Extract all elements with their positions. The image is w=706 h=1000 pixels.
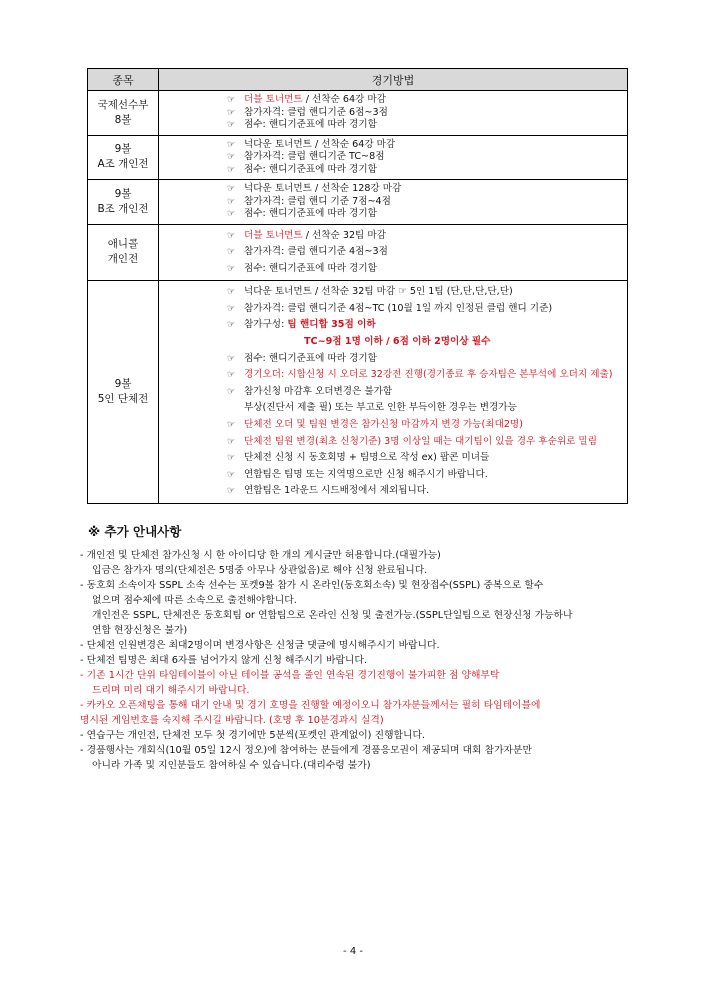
row-category xyxy=(88,135,159,180)
method-text: 단체전 팀원 변경(최초 신청기준) 3명 이상일 때는 대기팀이 있을 경우 후순위로 밀림 xyxy=(244,435,597,447)
method-text: 부상(진단서 제출 필) 또는 부고로 인한 부득이한 경우는 변경가능 xyxy=(244,402,517,414)
method-line xyxy=(159,467,627,484)
method-line xyxy=(159,261,627,278)
note-line: - 동호회 소속이자 SSPL 소속 선수는 포켓9볼 참가 시 온라인(동호회소속) 및 현장접수(SSPL) 중복으로 할수 xyxy=(80,580,544,591)
method-line xyxy=(159,400,627,417)
page-number: - 4 - xyxy=(343,946,363,957)
method-text: 참가자격: 클럽 핸디기준 4점~TC (10월 1일 까지 인정된 클럽 핸디 기준) xyxy=(244,302,553,314)
category-line: 9볼 xyxy=(114,143,132,156)
note-line: 입금은 참가자 명의(단체전은 5명중 아무나 상관없음)로 해야 신청 완료됩니다. xyxy=(92,565,428,576)
method-line xyxy=(159,367,627,384)
method-line xyxy=(159,317,627,334)
category-line: 9볼 xyxy=(114,187,132,200)
pointing-hand-icon: ☞ xyxy=(227,486,236,497)
pointing-hand-icon: ☞ xyxy=(227,164,236,175)
additional-notes xyxy=(80,522,640,773)
row-category xyxy=(88,224,159,281)
method-line xyxy=(159,183,627,196)
method-line xyxy=(159,450,627,467)
method-text: 넉다운 토너먼트 / 선착순 128강 마감 xyxy=(244,183,402,194)
pointing-hand-icon: ☞ xyxy=(227,139,236,150)
row-category xyxy=(88,281,159,504)
pointing-hand-icon: ☞ xyxy=(227,436,236,447)
pointing-hand-icon: ☞ xyxy=(227,209,236,219)
method-text: TC~9점 1명 이하 / 6점 이하 2명이상 필수 xyxy=(304,336,491,348)
method-line xyxy=(159,483,627,500)
method-line xyxy=(159,284,627,301)
method-line xyxy=(159,417,627,434)
pointing-hand-icon: ☞ xyxy=(227,469,236,480)
method-line xyxy=(159,228,627,245)
note-line: - 개인전 및 단체전 참가신청 시 한 아이디당 한 개의 게시글만 허용합니다.(대필가능) xyxy=(80,550,441,561)
method-text: 단체전 오더 및 팀원 변경은 참가신청 마감까지 변경 가능(최대2명) xyxy=(244,419,523,431)
note-line: 개인전은 SSPL, 단체전은 동호회팀 or 연합팀으로 온라인 신청 및 출전가능.(SSPL단일팀으로 현장신청 가능하나 xyxy=(92,610,573,621)
pointing-hand-icon: ☞ xyxy=(227,196,236,207)
method-text: 넉다운 토너먼트 / 선착순 32팀 마감 ☞ 5인 1팀 (단,단,단,단,단) xyxy=(244,286,513,298)
row-method xyxy=(159,224,628,281)
method-text: 참가구성: xyxy=(244,319,288,331)
method-text: 더블 토너먼트 xyxy=(244,229,303,241)
method-text: / 선착순 32팀 마감 xyxy=(302,229,386,241)
method-line xyxy=(159,164,627,177)
pointing-hand-icon: ☞ xyxy=(227,370,236,381)
method-text: 단체전 신청 시 동호회명 + 팀명으로 작성 ex) 팝콘 미녀들 xyxy=(244,452,490,464)
note-line: - 연습구는 개인전, 단체전 모두 첫 경기에만 5분씩(포켓인 관계없이) 진행합니다. xyxy=(80,730,426,741)
method-line xyxy=(159,119,627,132)
method-line xyxy=(159,196,627,209)
method-line xyxy=(159,208,627,221)
pointing-hand-icon: ☞ xyxy=(227,386,236,397)
method-text: 연합팀은 팀명 또는 지역명으로만 신청 해주시기 바랍니다. xyxy=(244,468,488,480)
notes-list xyxy=(80,548,640,773)
pointing-hand-icon: ☞ xyxy=(227,95,236,105)
method-line xyxy=(159,139,627,152)
note-line: 연합 현장신청은 불가) xyxy=(92,625,188,636)
method-text: 참가자격: 클럽 핸디기준 4점~3점 xyxy=(244,246,388,258)
pointing-hand-icon: ☞ xyxy=(227,287,236,298)
method-text: 더블 토너먼트 xyxy=(244,94,303,105)
pointing-hand-icon: ☞ xyxy=(227,247,236,258)
row-method xyxy=(159,91,628,136)
row-method xyxy=(159,135,628,180)
method-line xyxy=(159,351,627,368)
method-text: 참가자격: 클럽 핸디기준 6점~3점 xyxy=(244,106,388,118)
note-line: 아니라 가족 및 지인분들도 참여하실 수 있습니다.(대리수령 불가) xyxy=(92,760,371,771)
row-method xyxy=(159,281,628,504)
category-line: 9볼 xyxy=(114,378,132,391)
pointing-hand-icon: ☞ xyxy=(227,230,236,241)
note-line: - 카카오 오픈채팅을 통해 대기 안내 및 경기 호명을 진행할 예정이오니 참가자분들께서는 필히 타임테이블에 xyxy=(80,700,541,711)
method-text: 점수: 핸디기준표에 따라 경기함 xyxy=(244,208,377,219)
method-line xyxy=(159,94,627,107)
pointing-hand-icon: ☞ xyxy=(227,120,236,130)
note-line: - 기존 1시간 단위 타임테이블이 아닌 테이블 공석을 줄인 연속된 경기진행이 불가피한 점 양해부탁 xyxy=(80,670,500,681)
pointing-hand-icon: ☞ xyxy=(227,303,236,314)
pointing-hand-icon: ☞ xyxy=(227,420,236,431)
note-line: - 단체전 팀명은 최대 6자를 넘어가지 않게 신청 해주시기 바랍니다. xyxy=(80,655,367,666)
category-line: 국제선수부 xyxy=(97,98,149,111)
method-line xyxy=(159,384,627,401)
method-text: 넉다운 토너먼트 / 선착순 64강 마감 xyxy=(244,138,396,150)
method-line xyxy=(159,151,627,164)
pointing-hand-icon: ☞ xyxy=(227,353,236,364)
pointing-hand-icon: ☞ xyxy=(227,107,236,118)
note-line: - 경품행사는 개회식(10월 05일 12시 정오)에 참여하는 분들에게 경품응모권이 제공되며 대회 참가자분만 xyxy=(80,745,532,756)
game-method-table xyxy=(87,68,628,504)
pointing-hand-icon: ☞ xyxy=(227,184,236,194)
pointing-hand-icon: ☞ xyxy=(227,263,236,274)
row-category xyxy=(88,180,159,225)
method-text: 경기오더: 시합신청 시 오더로 32강전 진행(경기종료 후 승자팀은 본부석에 오더지 제출) xyxy=(244,369,613,381)
method-text: 점수: 핸디기준표에 따라 경기함 xyxy=(244,163,377,175)
pointing-hand-icon: ☞ xyxy=(227,320,236,331)
category-line: 애니콜 xyxy=(107,238,139,251)
method-line xyxy=(159,244,627,261)
category-line: 5인 단체전 xyxy=(97,393,149,406)
row-category xyxy=(88,91,159,136)
pointing-hand-icon: ☞ xyxy=(227,453,236,464)
note-line: 없으며 점수체에 따른 소속으로 출전해야합니다. xyxy=(92,595,297,606)
table-row xyxy=(88,180,628,225)
note-line: 명시된 게임번호를 숙지해 주시길 바랍니다. (호명 후 10분경과시 실격) xyxy=(80,715,384,726)
method-text: 점수: 핸디기준표에 따라 경기함 xyxy=(244,262,377,274)
category-line: 개인전 xyxy=(107,253,139,266)
pointing-hand-icon: ☞ xyxy=(227,152,236,162)
category-line: B조 개인전 xyxy=(97,202,149,215)
table-row xyxy=(88,224,628,281)
method-text: 참가자격: 클럽 핸디 기준 7점~4점 xyxy=(244,195,391,207)
method-line xyxy=(159,107,627,120)
row-method xyxy=(159,180,628,225)
table-row xyxy=(88,281,628,504)
note-line: - 단체전 인원변경은 최대2명이며 변경사항은 신청글 댓글에 명시해주시기 바랍니다. xyxy=(80,640,440,651)
table-row xyxy=(88,135,628,180)
method-text: 점수: 핸디기준표에 따라 경기함 xyxy=(244,119,377,130)
category-line: A조 개인전 xyxy=(97,158,149,171)
method-text: 점수: 핸디기준표에 따라 경기함 xyxy=(244,352,377,364)
method-line xyxy=(159,301,627,318)
notes-title: ※ 추가 안내사항 xyxy=(88,524,182,539)
table-row xyxy=(88,91,628,136)
note-line: 드리며 미리 대기 해주시기 바랍니다. xyxy=(92,685,250,696)
method-text: 참가신청 마감후 오더변경은 불가함 xyxy=(244,385,393,397)
method-text: 연합팀은 1라운드 시드배정에서 제외됩니다. xyxy=(244,485,430,497)
category-line: 8볼 xyxy=(114,113,132,126)
header-method: 경기방법 xyxy=(159,69,628,91)
table-header-row xyxy=(88,69,628,91)
method-text: / 선착순 64강 마감 xyxy=(302,94,386,105)
header-category: 종목 xyxy=(88,69,159,91)
method-text: 참가자격: 클럽 핸디기준 TC~8점 xyxy=(244,151,385,162)
method-text: 팀 핸디합 35점 이하 xyxy=(287,319,376,331)
method-line xyxy=(159,434,627,451)
method-line xyxy=(159,334,627,351)
